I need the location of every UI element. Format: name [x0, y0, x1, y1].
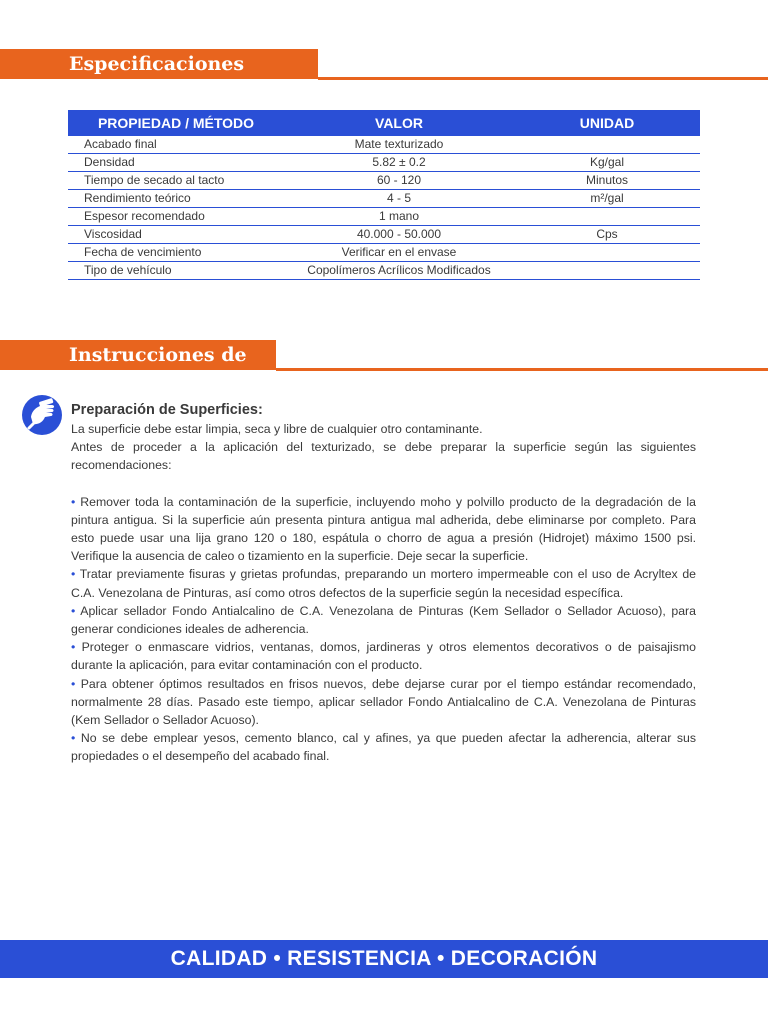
cell-property: Acabado final	[68, 136, 284, 154]
preparation-content	[71, 400, 696, 766]
bullet-glyph: •	[71, 567, 76, 582]
cell-unit: Kg/gal	[514, 154, 700, 172]
cell-property: Tiempo de secado al tacto	[68, 172, 284, 190]
cell-value: Verificar en el envase	[284, 244, 514, 262]
list-item	[71, 638, 696, 674]
bullet-glyph: •	[71, 731, 76, 746]
cell-unit	[514, 244, 700, 262]
table-row	[68, 154, 700, 172]
table-row	[68, 136, 700, 154]
col-header-unit: UNIDAD	[579, 115, 635, 131]
paint-roller-hand-icon	[22, 395, 62, 435]
bullet-glyph: •	[71, 494, 76, 509]
cell-value: 60 - 120	[284, 172, 514, 190]
col-header-value: VALOR	[375, 115, 423, 131]
cell-property: Fecha de vencimiento	[68, 244, 284, 262]
bullet-text: Para obtener óptimos resultados en frisos nuevos, debe dejarse curar por el tiempo estándar recomendado, normalmente 28 días. Pasado este tiempo, aplicar sellador Fondo Antialcalino de C.A. Venezolana de Pinturas (Kem Sellador o Sellador Acuoso).	[71, 676, 697, 728]
cell-value: 40.000 - 50.000	[284, 226, 514, 244]
table-row	[68, 262, 700, 280]
cell-value: 5.82 ± 0.2	[284, 154, 514, 172]
bullet-glyph: •	[71, 640, 76, 655]
bullet-text: Tratar previamente fisuras y grietas profundas, preparando un mortero impermeable con el uso de Acryltex de C.A. Venezolana de Pinturas, así como otros defectos de la superficie según la necesidad específica.	[71, 567, 697, 600]
cell-property: Viscosidad	[68, 226, 284, 244]
preparation-intro: Antes de proceder a la aplicación del texturizado, se debe preparar la superficie según las siguientes recomendaciones:	[71, 440, 696, 473]
cell-value: Copolímeros Acrílicos Modificados	[284, 262, 514, 280]
table-row	[68, 172, 700, 190]
preparation-intro: La superficie debe estar limpia, seca y libre de cualquier otro contaminante.	[71, 422, 483, 436]
list-item	[71, 565, 696, 601]
cell-property: Rendimiento teórico	[68, 190, 284, 208]
cell-value: 4 - 5	[284, 190, 514, 208]
bullet-text: Proteger o enmascare vidrios, ventanas, domos, jardineras y otros elementos decorativos o de paisajismo durante la aplicación, para evitar contaminación con el producto.	[71, 640, 697, 673]
spec-section-header	[0, 49, 768, 105]
table-row	[68, 190, 700, 208]
spec-section-title: Especificaciones Técnicas	[0, 49, 318, 79]
table-row	[68, 244, 700, 262]
bullet-text: No se debe emplear yesos, cemento blanco, cal y afines, ya que pueden afectar la adherencia, alterar sus propiedades o el desempeño del acabado final.	[71, 731, 696, 764]
cell-property: Espesor recomendado	[68, 208, 284, 226]
col-header-property: PROPIEDAD / MÉTODO	[97, 115, 255, 131]
cell-value: Mate texturizado	[284, 136, 514, 154]
cell-unit: m²/gal	[514, 190, 700, 208]
instructions-section-title: Instrucciones de Uso	[0, 340, 276, 370]
spec-table-header-row	[68, 110, 700, 136]
spec-header-divider	[318, 77, 768, 80]
cell-unit: Cps	[514, 226, 700, 244]
cell-property: Densidad	[68, 154, 284, 172]
bullet-text: Remover toda la contaminación de la superficie, incluyendo moho y polvillo producto de la degradación de la pintura antigua. Si la superficie aún presenta pintura antigua mal adherida, debe eliminarse por completo. Para esto puede usar una lija grano 120 o 180, espátula o chorro de agua a presión (Hidrojet) máximo 1500 psi. Verifique la ausencia de caleo o tizamiento en la superficie. Deje secar la superficie.	[71, 494, 696, 564]
list-item	[71, 602, 696, 638]
cell-unit	[514, 136, 700, 154]
cell-unit: Minutos	[514, 172, 700, 190]
instructions-header-divider	[276, 368, 768, 371]
instructions-section-header	[0, 340, 768, 396]
spec-table	[68, 110, 700, 280]
cell-unit	[514, 208, 700, 226]
list-item	[71, 675, 696, 730]
cell-value: 1 mano	[284, 208, 514, 226]
table-row	[68, 208, 700, 226]
bullet-glyph: •	[71, 676, 76, 691]
list-item	[71, 493, 696, 566]
footer-slogan-bar	[0, 940, 768, 978]
footer-slogan: CALIDAD • RESISTENCIA • DECORACIÓN	[170, 947, 598, 970]
preparation-title: Preparación de Superficies:	[71, 402, 263, 418]
table-row	[68, 226, 700, 244]
bullet-text: Aplicar sellador Fondo Antialcalino de C.A. Venezolana de Pinturas (Kem Sellador o Sellador Acuoso), para generar condiciones ideales de adherencia.	[71, 603, 696, 637]
cell-property: Tipo de vehículo	[68, 262, 284, 280]
list-item	[71, 729, 696, 765]
cell-unit	[514, 262, 700, 280]
bullet-glyph: •	[71, 603, 76, 618]
